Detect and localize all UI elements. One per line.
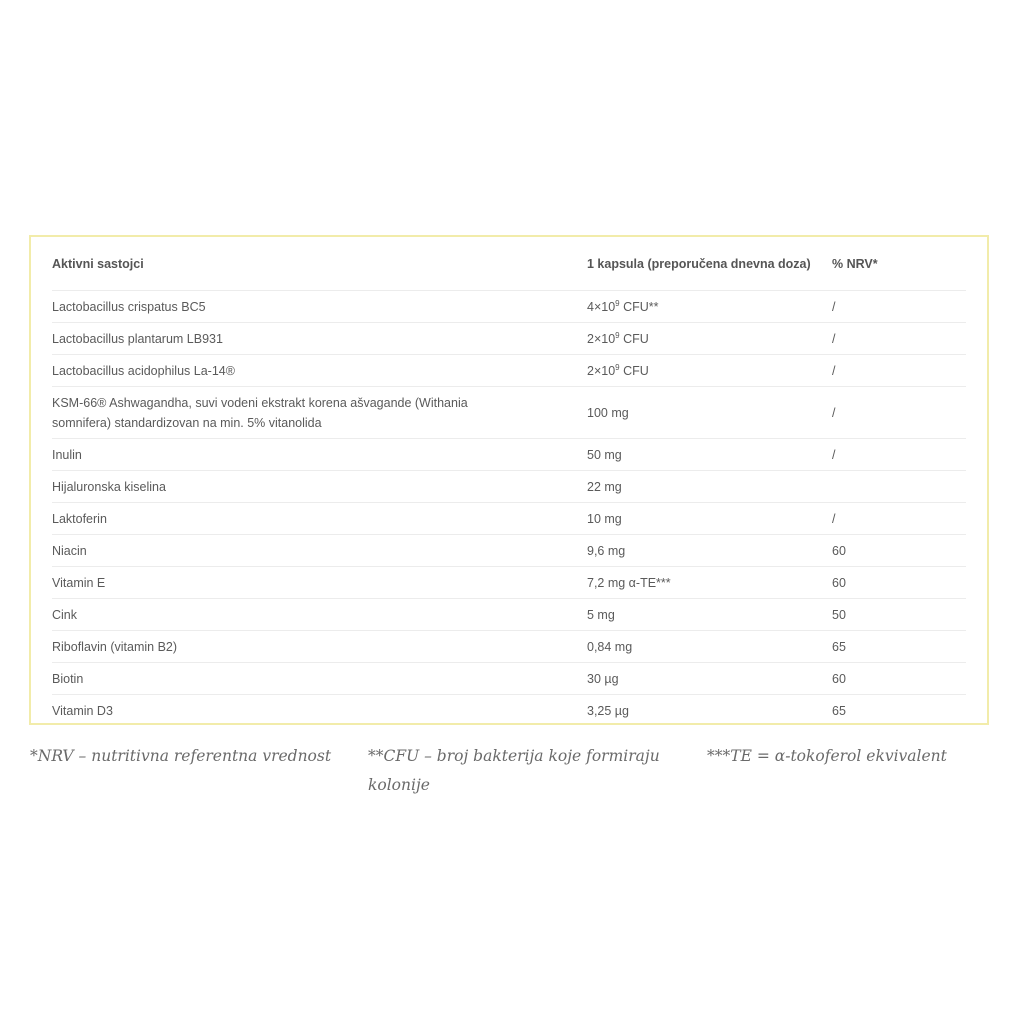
table-row bbox=[52, 355, 966, 387]
amount-cell bbox=[587, 323, 832, 355]
amount-value: 5 mg bbox=[587, 607, 615, 622]
amount-cell bbox=[587, 439, 832, 471]
ingredient-cell: Biotin bbox=[52, 663, 587, 695]
nrv-cell: / bbox=[832, 439, 966, 471]
amount-value: 4×10 bbox=[587, 299, 616, 314]
amount-value: 22 mg bbox=[587, 479, 622, 494]
nrv-cell: / bbox=[832, 323, 966, 355]
table-row bbox=[52, 535, 966, 567]
amount-value: 10 mg bbox=[587, 511, 622, 526]
table-row bbox=[52, 387, 966, 439]
header-amount: 1 kapsula (preporučena dnevna doza) bbox=[587, 237, 832, 291]
nrv-cell bbox=[832, 471, 966, 503]
ingredient-cell: Laktoferin bbox=[52, 503, 587, 535]
amount-cell bbox=[587, 663, 832, 695]
nrv-cell: 60 bbox=[832, 567, 966, 599]
nrv-cell: 65 bbox=[832, 703, 846, 718]
nrv-cell: / bbox=[832, 291, 966, 323]
footnote-te: ***TE = α-tokoferol ekvivalent bbox=[707, 747, 947, 765]
amount-exponent: 9 bbox=[615, 362, 620, 372]
table-row bbox=[52, 323, 966, 355]
ingredient-cell: Lactobacillus plantarum LB931 bbox=[52, 323, 587, 355]
amount-cell bbox=[587, 471, 832, 503]
ingredient-cell: KSM-66® Ashwagandha, suvi vodeni ekstrakt korena ašvagande (Withania somnifera) standardizovan na min. 5% vitanolida bbox=[52, 387, 587, 439]
amount-value: 0,84 mg bbox=[587, 639, 633, 654]
amount-value: 30 µg bbox=[587, 671, 619, 686]
nrv-cell: 60 bbox=[832, 663, 966, 695]
amount-value: 7,2 mg α-TE*** bbox=[587, 575, 671, 590]
amount-unit: CFU bbox=[619, 331, 649, 346]
nrv-cell: / bbox=[832, 387, 966, 439]
table-row bbox=[52, 631, 966, 663]
header-ingredient: Aktivni sastojci bbox=[52, 237, 587, 291]
table-row bbox=[52, 567, 966, 599]
ingredient-cell: Vitamin D3 bbox=[52, 703, 113, 718]
table-row bbox=[52, 439, 966, 471]
amount-cell bbox=[587, 503, 832, 535]
amount-cell bbox=[587, 695, 832, 727]
footnote-cfu: **CFU – broj bakterija koje formiraju kolonije bbox=[368, 747, 660, 794]
amount-value: 50 mg bbox=[587, 447, 622, 462]
amount-cell bbox=[587, 291, 832, 323]
ingredient-cell: Inulin bbox=[52, 439, 587, 471]
amount-exponent: 9 bbox=[615, 298, 620, 308]
table-row bbox=[52, 471, 966, 503]
amount-unit: CFU bbox=[619, 363, 649, 378]
nrv-cell: / bbox=[832, 503, 966, 535]
table-header-row bbox=[52, 237, 966, 291]
amount-cell bbox=[587, 387, 832, 439]
ingredient-cell: Lactobacillus acidophilus La-14® bbox=[52, 355, 587, 387]
table-row bbox=[52, 663, 966, 695]
table-row bbox=[52, 599, 966, 631]
amount-unit: CFU** bbox=[619, 299, 659, 314]
ingredient-cell: Riboflavin (vitamin B2) bbox=[52, 631, 587, 663]
amount-cell bbox=[587, 355, 832, 387]
nrv-cell: 50 bbox=[832, 599, 966, 631]
amount-value: 100 mg bbox=[587, 405, 629, 420]
amount-cell bbox=[587, 567, 832, 599]
amount-exponent: 9 bbox=[615, 330, 620, 340]
nrv-cell: 65 bbox=[832, 631, 966, 663]
table-row bbox=[52, 291, 966, 323]
amount-value: 2×10 bbox=[587, 331, 616, 346]
amount-cell bbox=[587, 599, 832, 631]
ingredient-cell: Hijaluronska kiselina bbox=[52, 471, 587, 503]
footnote-nrv: *NRV – nutritivna referentna vrednost bbox=[30, 747, 332, 765]
table-row bbox=[52, 503, 966, 535]
nrv-cell: 60 bbox=[832, 535, 966, 567]
amount-cell bbox=[587, 631, 832, 663]
amount-cell bbox=[587, 535, 832, 567]
amount-value: 9,6 mg bbox=[587, 543, 626, 558]
table-row bbox=[52, 695, 966, 727]
header-nrv: % NRV* bbox=[832, 237, 966, 291]
ingredients-table bbox=[52, 237, 966, 726]
ingredient-cell: Lactobacillus crispatus BC5 bbox=[52, 291, 587, 323]
amount-value: 3,25 µg bbox=[587, 703, 629, 718]
amount-value: 2×10 bbox=[587, 363, 616, 378]
nrv-cell: / bbox=[832, 355, 966, 387]
ingredients-table-container bbox=[29, 235, 989, 725]
ingredient-cell: Cink bbox=[52, 599, 587, 631]
ingredient-cell: Niacin bbox=[52, 535, 587, 567]
ingredient-cell: Vitamin E bbox=[52, 567, 587, 599]
